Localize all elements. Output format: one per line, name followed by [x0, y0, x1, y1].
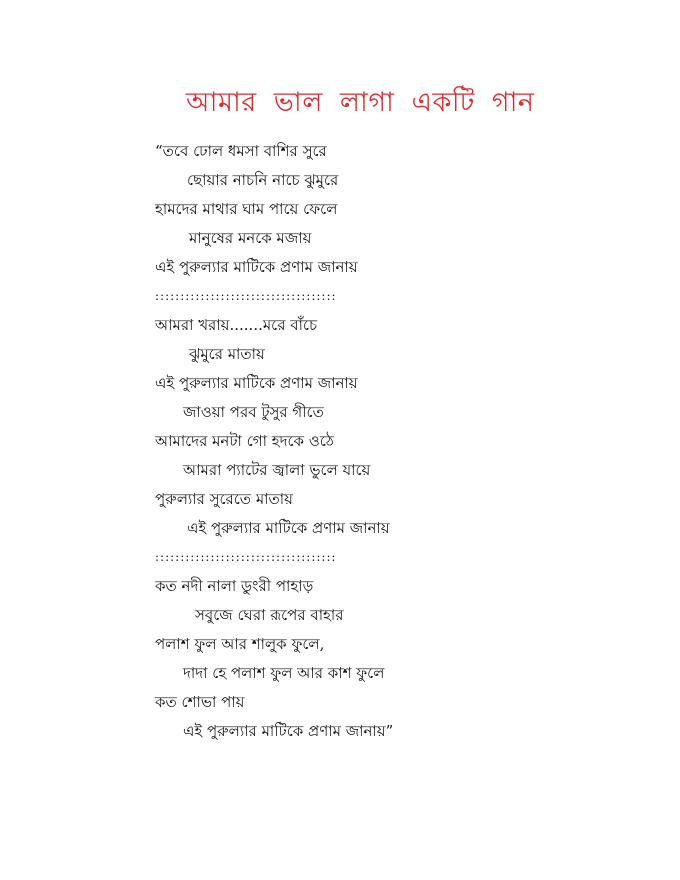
lyric-line: ঝুমুরে মাতায়	[189, 345, 265, 363]
lyric-line: পুরুল্যার সুরেতে মাতায়	[155, 490, 293, 508]
lyric-line: ছোয়ার নাচনি নাচে ঝুমুরে	[187, 171, 339, 189]
lyric-line: এই পুরুল্যার মাটিকে প্রণাম জানায়	[155, 258, 358, 276]
lyric-line: দাদা হে পলাশ ফুল আর কাশ ফুলে	[183, 664, 385, 682]
lyric-line: আমরা খরায়.......মরে বাঁচে	[155, 316, 318, 334]
lyric-line: এই পুরুল্যার মাটিকে প্রণাম জানায়”	[183, 722, 394, 740]
lyric-line: আমাদের মনটা গো হদকে ওঠে	[155, 432, 334, 450]
lyric-line: এই পুরুল্যার মাটিকে প্রণাম জানায়	[155, 374, 358, 392]
lyric-line: মানুষের মনকে মজায়	[189, 229, 312, 247]
lyric-line: আমরা প্যাটের জ্বালা ভুলে যায়ে	[183, 461, 371, 479]
section-separator: ::::::::::::::::::::::::::::::::::::	[155, 550, 337, 564]
page-title: আমার ভাল লাগা একটি গান	[186, 87, 535, 118]
lyric-line: কত নদী নালা ডুংরী পাহাড়	[155, 577, 314, 595]
lyric-line: এই পুরুল্যার মাটিকে প্রণাম জানায়	[187, 519, 390, 537]
section-separator: ::::::::::::::::::::::::::::::::::::	[155, 289, 337, 303]
lyric-line: জাওয়া পরব টুসুর গীতে	[183, 403, 324, 421]
song-lyrics	[155, 137, 393, 746]
lyric-line: হামদের মাথার ঘাম পায়ে ফেলে	[155, 200, 338, 218]
lyric-line: পলাশ ফুল আর শালুক ফুলে,	[155, 635, 325, 653]
lyric-line: সবুজে ঘেরা রূপের বাহার	[195, 606, 344, 624]
lyric-line: কত শোভা পায়	[155, 693, 245, 711]
lyric-line: “তবে ঢোল ধমসা বাশির সুরে	[155, 142, 327, 160]
